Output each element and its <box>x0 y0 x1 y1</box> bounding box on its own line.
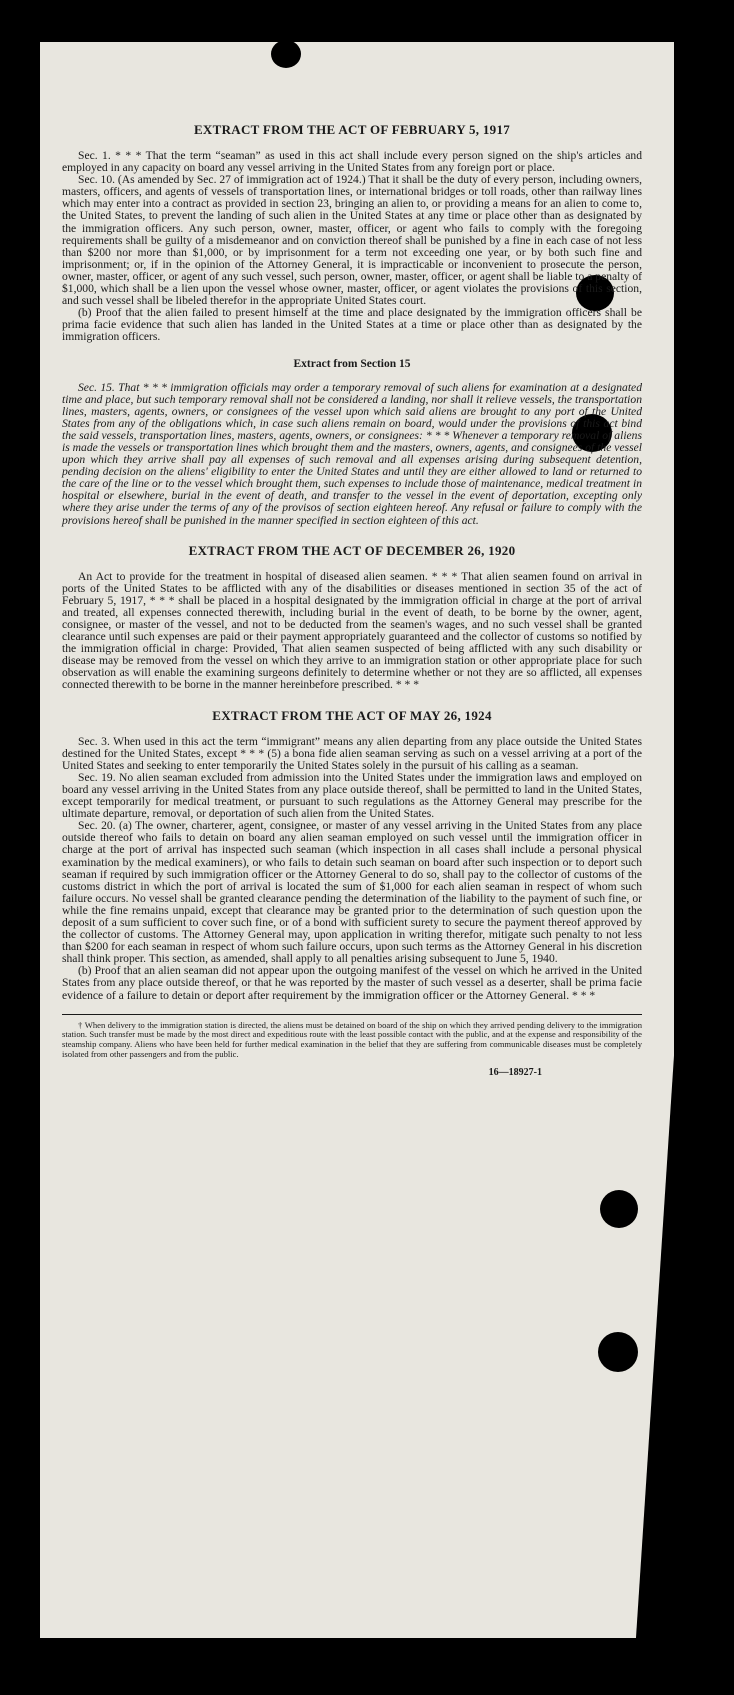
paragraph: Sec. 15. That * * * immigration officials may order a temporary removal of such aliens for examination at a designated time and place, but such temporary removal shall not be considered a landing, nor shall it relieve vessels, the transportation lines, masters, agents, owners, or consignees of the vessel upon which said aliens are brought to any port of the United States from any of the obligations which, in case such aliens remain on board, would under the provisions of this act bind the said vessels, transportation lines, masters, agents, owners, or consignees: * * * Whenever a temporary removal of aliens is made the vessels or transportation lines which brought them and the masters, owners, agents, and consignees of the vessel upon which they arrive shall pay all expenses of such removal and all expenses arising during subsequent detention, pending decision on the aliens' eligibility to enter the United States and until they are either allowed to land or returned to the care of the line or to the vessel which brought them, such expenses to include those of maintenance, medical treatment in hospital or elsewhere, burial in the event of death, and transfer to the vessel in the event of deportation, excepting only where they arise under the terms of any of the provisos of section eighteen hereof. Any refusal or failure to comply with the provisions hereof shall be punished in the manner specified in section eighteen of this act. <box>62 380 642 527</box>
paragraph: Sec. 10. (As amended by Sec. 27 of immigration act of 1924.) That it shall be the duty of every person, including owners, masters, officers, and agents of vessels of transportation lines, or international bridges or toll roads, other than railway lines which may enter into a contract as provided in section 23, bringing an alien to, or providing a means for an alien to come to, the United States, to prevent the landing of such alien in the United States at any time or place other than as designated by the immigration officers. Any such person, owner, master, officer, or agent who fails to comply with the foregoing requirements shall be guilty of a misdemeanor and on conviction thereof shall be punished by a fine in each case of not less than $200 nor more than $1,000, or by imprisonment for a term not exceeding one year, or by both such fine and imprisonment; or, if in the opinion of the Attorney General, it is impracticable or inconvenient to prosecute the person, owner, master, officer, or agent of any such vessel, such person, owner, master, officer, or agent shall be liable to a penalty of $1,000, which shall be a lien upon the vessel whose owner, master, officer, or agent violates the provisions of this section, and such vessel shall be libeled therefor in the appropriate United States court. <box>62 173 642 308</box>
paragraph: (b) Proof that an alien seaman did not appear upon the outgoing manifest of the vessel on which he arrived in the United States from any place outside thereof, or that he was reported by the master of such vessel as a deserter, shall be prima facie evidence of a failure to detain or deport after requirement by the immigration officer or the Attorney General. * * * <box>62 964 642 1002</box>
footnote: † When delivery to the immigration station is directed, the aliens must be detained on board of the ship on which they arrived pending delivery to the immigration station. Such transfer must be made by the most direct and expeditious route with the least possible contact with the public, and at the expense and responsibility of the steamship company. Aliens who have been held for further medical examination in the belief that they are suffering from communicable diseases must be completely isolated from other passengers and from the public. <box>62 1019 642 1059</box>
punch-hole-right-3 <box>600 1190 638 1228</box>
paragraph: (b) Proof that the alien failed to present himself at the time and place designated by the immigration officers shall be prima facie evidence that such alien has landed in the United States at a time or place other than as designated by the immigration officers. <box>62 306 642 344</box>
section-heading: EXTRACT FROM THE ACT OF DECEMBER 26, 1920 <box>188 542 516 558</box>
punch-hole-top <box>271 40 301 68</box>
section-heading: EXTRACT FROM THE ACT OF FEBRUARY 5, 1917 <box>193 122 511 137</box>
paragraph: An Act to provide for the treatment in hospital of diseased alien seamen. * * * That alien seamen found on arrival in ports of the United States to be afflicted with any of the disabilities or diseases mentioned in section 35 of the act of February 5, 1917, * * * shall be placed in a hospital designated by the immigration official in charge at the port of arrival and treated, all expenses connected therewith, including burial in the event of death, to be borne by the owner, agent, consignee, or master of the vessel, and not to be deducted from the seamen's wages, and no such vessel shall be granted clearance until such expenses are paid or their payment appropriately guaranteed and the collector of customs so notified by the immigration official in charge: Provided, That alien seamen suspected of being afflicted with any such disability or disease may be removed from the vessel on which they arrive to an immigration station or other appropriate place for such observation as will enable the examining surgeons definitely to determine whether or not they are so afflicted, all expenses connected therewith to be borne in the manner hereinbefore prescribed. * * * <box>62 569 642 692</box>
paragraph: Sec. 3. When used in this act the term “immigrant” means any alien departing from any place outside the United States destined for the United States, except * * * (5) a bona fide alien seaman serving as such on a vessel arriving at a port of the United States and seeking to enter temporarily the United States solely in the pursuit of his calling as a seaman. <box>62 734 642 772</box>
form-code: 16—18927-1 <box>488 1067 542 1079</box>
section-heading: Extract from Section 15 <box>293 357 411 370</box>
paragraph: Sec. 20. (a) The owner, charterer, agent, consignee, or master of any vessel arriving in the United States from any place outside thereof who fails to detain on board any alien seaman employed on such vessel until the immigration officer in charge at the port of arrival has inspected such seaman (which inspection in all cases shall include a personal physical examination by the medical examiners), or who fails to detain such seaman on board after such inspection or to deport such seaman if required by such immigration officer or the Attorney General to do so, shall pay to the collector of customs of the customs district in which the port of arrival is located the sum of $1,000 for each alien seaman in respect of whom such failure occurs. No vessel shall be granted clearance pending the determination of the liability to the payment of such fine, or while the fine remains unpaid, except that clearance may be granted prior to the determination of such question upon the deposit of a sum sufficient to cover such fine, or of a bond with sufficient surety to secure the payment thereof approved by the collector of customs. The Attorney General may, upon application in writing therefor, mitigate such penalty to not less than $200 for each seaman in respect of whom such failure occurs, upon such terms as the Attorney General in his discretion shall think proper. This section, as amended, shall apply to all penalties arising subsequent to June 5, 1940. <box>62 819 642 966</box>
punch-hole-right-4 <box>598 1332 638 1372</box>
footnote-divider <box>62 1014 642 1015</box>
paragraph: Sec. 19. No alien seaman excluded from admission into the United States under the immigration laws and employed on board any vessel arriving in the United States from any place outside thereof, shall be permitted to land in the United States, except temporarily for medical treatment, or pursuant to such regulations as the Attorney General may prescribe for the ultimate departure, removal, or deportation of such alien from the United States. <box>62 770 642 821</box>
document-text <box>62 122 642 1078</box>
section-heading: EXTRACT FROM THE ACT OF MAY 26, 1924 <box>212 707 492 723</box>
paragraph: Sec. 1. * * * That the term “seaman” as used in this act shall include every person signed on the ship's articles and employed in any capacity on board any vessel arriving in the United States from any foreign port or place. <box>62 149 642 175</box>
